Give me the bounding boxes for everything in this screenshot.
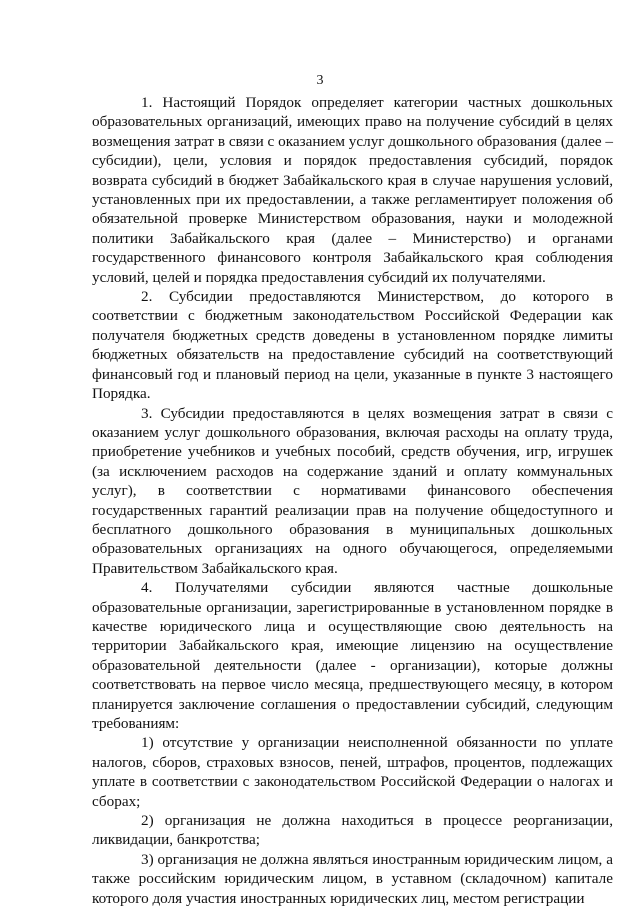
paragraph-4: 4. Получателями субсидии являются частные дошкольные образовательные организации, зарегистрированные в установленном порядке в качестве юридического лица и осуществляющие свою деятельность на территории Забайкальского края, имеющие лицензию на осуществление образовательной деятельности (далее - организации), которые должны соответствовать на первое число месяца, предшествующего месяцу, в котором планируется заключение соглашения о предоставлении субсидий, следующим требованиям: <box>92 579 613 732</box>
paragraph-2: 2. Субсидии предоставляются Министерством, до которого в соответствии с бюджетным законодательством Российской Федерации как получателя бюджетных средств доведены в установленном порядке лимиты бюджетных обязательств на предоставление субсидий на соответствующий финансовый год и плановый период на цели, указанные в пункте 3 настоящего Порядка. <box>92 288 613 403</box>
document-body <box>92 93 613 908</box>
requirement-1: 1) отсутствие у организации неисполненной обязанности по уплате налогов, сборов, страховых взносов, пеней, штрафов, процентов, подлежащих уплате в соответствии с законодательством Российской Федерации о налогах и сборах; <box>92 734 613 810</box>
requirement-2: 2) организация не должна находиться в процессе реорганизации, ликвидации, банкротства; <box>92 812 613 849</box>
paragraph-3: 3. Субсидии предоставляются в целях возмещения затрат в связи с оказанием услуг дошкольного образования, включая расходы на оплату труда, приобретение учебников и учебных пособий, средств обучения, игр, игрушек (за исключением расходов на содержание зданий и оплату коммунальных услуг), в соответствии с нормативами финансового обеспечения государственных гарантий реализации прав на получение общедоступного и бесплатного дошкольного образования в муниципальных дошкольных образовательных организациях на одного обучающегося, определяемыми Правительством Забайкальского края. <box>92 404 613 577</box>
page-number: 3 <box>316 73 324 88</box>
requirement-3: 3) организация не должна являться иностранным юридическим лицом, а также российским юридическим лицом, в уставном (складочном) капитале которого доля участия иностранных юридических лиц, местом регистрации <box>92 850 613 907</box>
paragraph-1: 1. Настоящий Порядок определяет категории частных дошкольных образовательных организаций, имеющих право на получение субсидий в целях возмещения затрат в связи с оказанием услуг дошкольного образования (далее – субсидии), цели, условия и порядок предоставления субсидий, порядок возврата субсидий в бюджет Забайкальского края в случае нарушения условий, установленных при их предоставлении, а также регламентирует положения об обязательной проверке Министерством образования, науки и молодежной политики Забайкальского края (далее – Министерство) и органами государственного финансового контроля Забайкальского края соблюдения условий, целей и порядка предоставления субсидий их получателями. <box>92 94 613 286</box>
